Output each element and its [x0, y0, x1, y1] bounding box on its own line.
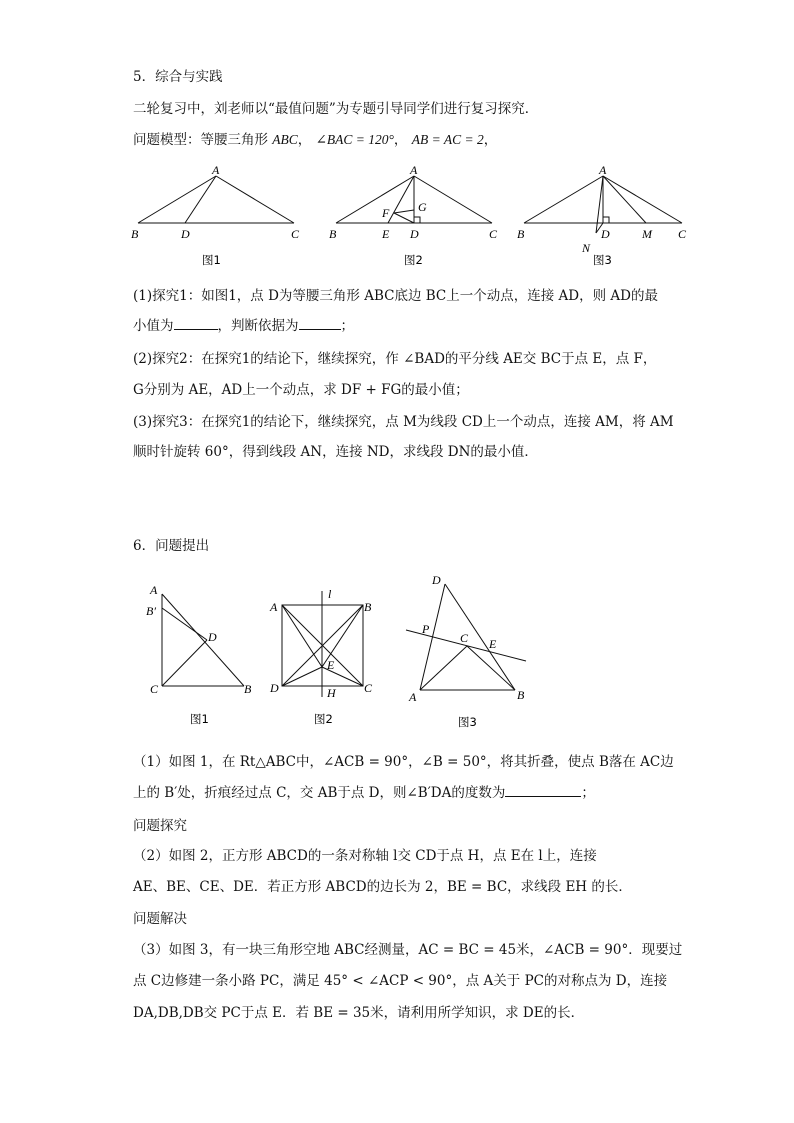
q6-figure-1 [140, 575, 270, 735]
q5-model-triangle: ABC [272, 132, 298, 147]
q6-figure-2 [265, 585, 395, 735]
q6-part1-question: 上的 B′处，折痕经过点 C，交 AB于点 D，则∠B′DA的度数为 [133, 785, 506, 801]
q5-part1-line2 [133, 317, 354, 335]
q6-fig2-label-a: A [270, 600, 278, 614]
q5-intro: 二轮复习中，刘老师以“最值问题”为专题引导同学们进行复习探究． [133, 101, 539, 117]
q6-fig1-label-b-prime: B′ [146, 604, 156, 618]
q6-figure-3 [400, 570, 550, 740]
q5-figure-1 [128, 160, 308, 270]
q6-fig1-label-c: C [150, 682, 159, 696]
q5-fig2-label-c: C [489, 227, 498, 241]
q6-part1-line1: （1）如图 1，在 Rt△ABC中，∠ACB = 90°，∠B = 50°，将其折叠，使点 B落在 AC边 [133, 754, 674, 770]
q5-part2-line1: (2)探究2：在探究1的结论下，继续探究，作 ∠BAD的平分线 AE交 BC于点 E，点 F， [133, 351, 657, 367]
q5-part1-min-label: 小值为 [133, 318, 174, 334]
q6-fig2-caption: 图2 [314, 712, 333, 726]
q5-title: 5．综合与实践 [133, 69, 223, 85]
q6-part1-end: ； [581, 785, 595, 801]
q5-model: 问题模型：等腰三角形 ABC， ∠BAC = 120°， AB = AC = 2， [133, 132, 498, 148]
q6-fig3-label-a: A [409, 690, 417, 704]
q5-fig1-label-b: B [131, 227, 139, 241]
q5-fig2-caption: 图2 [404, 253, 423, 267]
q5-part1-line1: (1)探究1：如图1，点 D为等腰三角形 ABC底边 BC上一个动点，连接 AD，则 AD的最 [133, 288, 658, 304]
q6-part3-line1: （3）如图 3，有一块三角形空地 ABC经测量，AC = BC = 45米，∠ACB = 90°．现要过 [133, 942, 683, 958]
q6-part3-line3: DA,DB,DB交 PC于点 E．若 BE = 35米，请利用所学知识，求 DE的长． [133, 1005, 585, 1021]
q6-fig2-label-l: l [328, 587, 332, 601]
q6-fig1-label-a: A [150, 583, 158, 597]
q6-fig3-label-e: E [489, 637, 497, 651]
q5-figure-2 [326, 160, 506, 270]
q6-fig3-label-d: D [432, 573, 441, 587]
q5-fig2-label-a: A [410, 163, 418, 177]
q6-part3-line2: 点 C边修建一条小路 PC，满足 45° < ∠ACP < 90°，点 A关于 PC的对称点为 D，连接 [133, 973, 668, 989]
q5-fig3-label-b: B [517, 227, 525, 241]
q6-answer-blank[interactable] [505, 784, 581, 797]
q6-fig2-label-e: E [327, 658, 335, 672]
q5-model-sides: AB = AC = 2 [411, 132, 484, 147]
q5-fig1-label-c: C [291, 227, 300, 241]
q5-part2-line2: G分别为 AE，AD上一个动点，求 DF + FG的最小值； [133, 382, 469, 398]
q6-fig3-caption: 图3 [458, 715, 477, 729]
q6-fig3-label-c: C [460, 631, 469, 645]
q6-part2-line1: （2）如图 2，正方形 ABCD的一条对称轴 l交 CD于点 H，点 E在 l上，连接 [133, 848, 597, 864]
q6-fig2-label-d: D [270, 681, 279, 695]
q5-fig2-label-e: E [382, 227, 390, 241]
q5-part3-line2: 顺时针旋转 60°，得到线段 AN，连接 ND，求线段 DN的最小值． [133, 444, 538, 460]
q6-fig1-label-b: B [244, 682, 252, 696]
q5-fig1-caption: 图1 [202, 253, 221, 267]
q5-fig3-label-c: C [678, 227, 687, 241]
q6-fig2-label-c: C [364, 681, 373, 695]
q5-fig2-label-d: D [410, 227, 419, 241]
q5-fig2-label-f: F [382, 206, 390, 220]
q5-fig1-label-a: A [212, 163, 220, 177]
q5-model-prefix: 问题模型：等腰三角形 [133, 132, 268, 148]
q5-model-angle: ∠BAC = 120° [315, 132, 394, 147]
q5-fig3-label-m: M [642, 227, 652, 241]
q6-explore-title: 问题探究 [133, 818, 187, 834]
q6-part2-line2: AE、BE、CE、DE．若正方形 ABCD的边长为 2，BE = BC，求线段 EH 的长． [133, 879, 632, 895]
q5-answer-blank-1[interactable] [174, 317, 218, 330]
q5-part3-line1: (3)探究3：在探究1的结论下，继续探究，点 M为线段 CD上一个动点，连接 AM，将 AM [133, 414, 674, 430]
q5-figure-3 [514, 160, 694, 270]
q5-part1-end: ； [340, 318, 354, 334]
q5-fig3-label-d: D [601, 227, 610, 241]
q6-title: 6．问题提出 [133, 538, 210, 554]
q5-fig3-label-n: N [582, 241, 591, 255]
q6-fig2-label-b: B [364, 600, 372, 614]
q5-answer-blank-2[interactable] [299, 317, 341, 330]
q5-fig3-label-a: A [599, 163, 607, 177]
q6-fig2-label-h: H [327, 686, 336, 700]
q6-fig1-label-d: D [208, 630, 217, 644]
q5-fig2-label-b: B [329, 227, 337, 241]
q6-fig3-label-p: P [422, 622, 430, 636]
q5-part1-basis-label: ，判断依据为 [217, 318, 299, 334]
q6-solve-title: 问题解决 [133, 911, 187, 927]
q6-part1-line2 [133, 784, 595, 802]
q6-fig3-label-b: B [517, 688, 525, 702]
q5-fig2-label-g: G [418, 200, 427, 214]
q5-fig3-caption: 图3 [593, 253, 612, 267]
q5-fig1-label-d: D [181, 227, 190, 241]
q6-fig1-caption: 图1 [190, 712, 209, 726]
